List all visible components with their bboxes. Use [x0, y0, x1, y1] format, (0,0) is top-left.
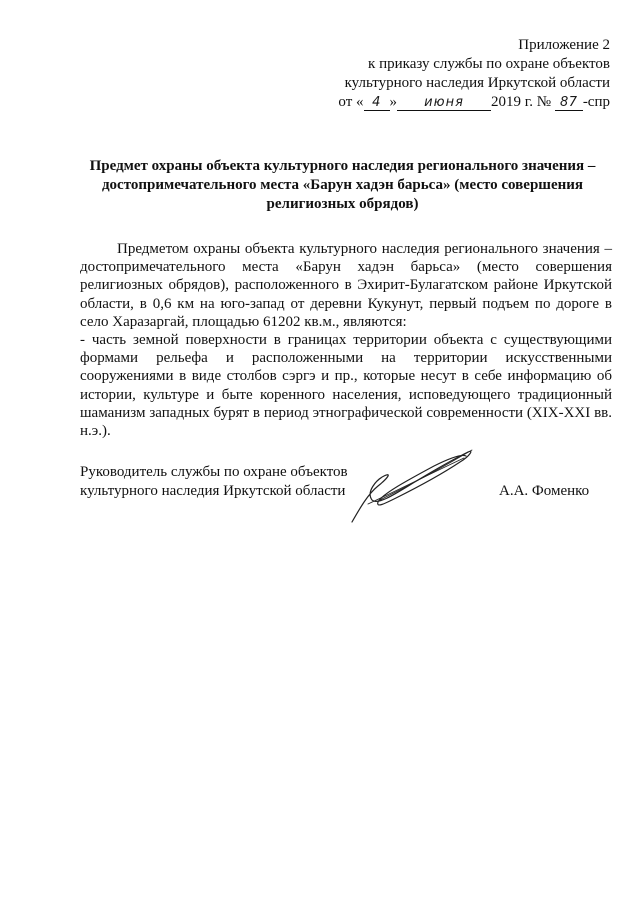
title-line-2: достопримечательного места «Барун хадэн барьса» (место совершения: [101, 177, 584, 193]
signer-position-line-1: Руководитель службы по охране объектов: [80, 464, 348, 480]
order-quote-close: »: [389, 94, 398, 110]
order-month-handwritten: июня: [397, 96, 491, 111]
order-prefix: от «: [338, 94, 364, 110]
appendix-order-ref: к приказу службы по охране объектов: [368, 56, 610, 72]
order-number-handwritten: 87: [555, 96, 583, 111]
signature-position: [80, 463, 348, 501]
appendix-title: Приложение 2: [518, 37, 610, 53]
title-line-1: Предмет охраны объекта культурного наследия регионального значения –: [89, 158, 596, 174]
order-suffix: -спр: [582, 94, 610, 110]
title-line-3: религиозных обрядов): [266, 196, 419, 212]
document-body: [80, 240, 612, 440]
body-paragraph-intro: Предметом охраны объекта культурного наследия регионального значения – достопримечательного места «Барун хадэн барьса» (место совершения религиозных обрядов), расположенного в Эхирит-Булагатском районе Иркутской области, в 0,6 км на юго-запад от деревни Кукунут, первый подъем по дороге в село Харазаргай, площадью 61202 кв.м., являются:: [80, 241, 612, 330]
order-day-handwritten: 4: [364, 96, 390, 111]
order-year: 2019 г. №: [491, 94, 552, 110]
appendix-organization: культурного наследия Иркутской области: [344, 75, 610, 91]
handwritten-signature-icon: [338, 442, 478, 524]
body-paragraph-item: - часть земной поверхности в границах территории объекта с существующими формами рельефа и расположенными на территории искусственными сооружениями в виде столбов сэргэ и пр., которые несут в себе информацию об истории, культуре и быте коренного населения, исповедующего традиционный шаманизм западных бурят в период этнографической современности (XIX-XXI вв. н.э.).: [80, 332, 612, 440]
signer-name: А.А. Фоменко: [499, 483, 590, 499]
document-title: [60, 157, 625, 214]
appendix-header: [338, 36, 610, 112]
signer-position-line-2: культурного наследия Иркутской области: [80, 483, 346, 499]
order-date-line: [338, 93, 610, 112]
